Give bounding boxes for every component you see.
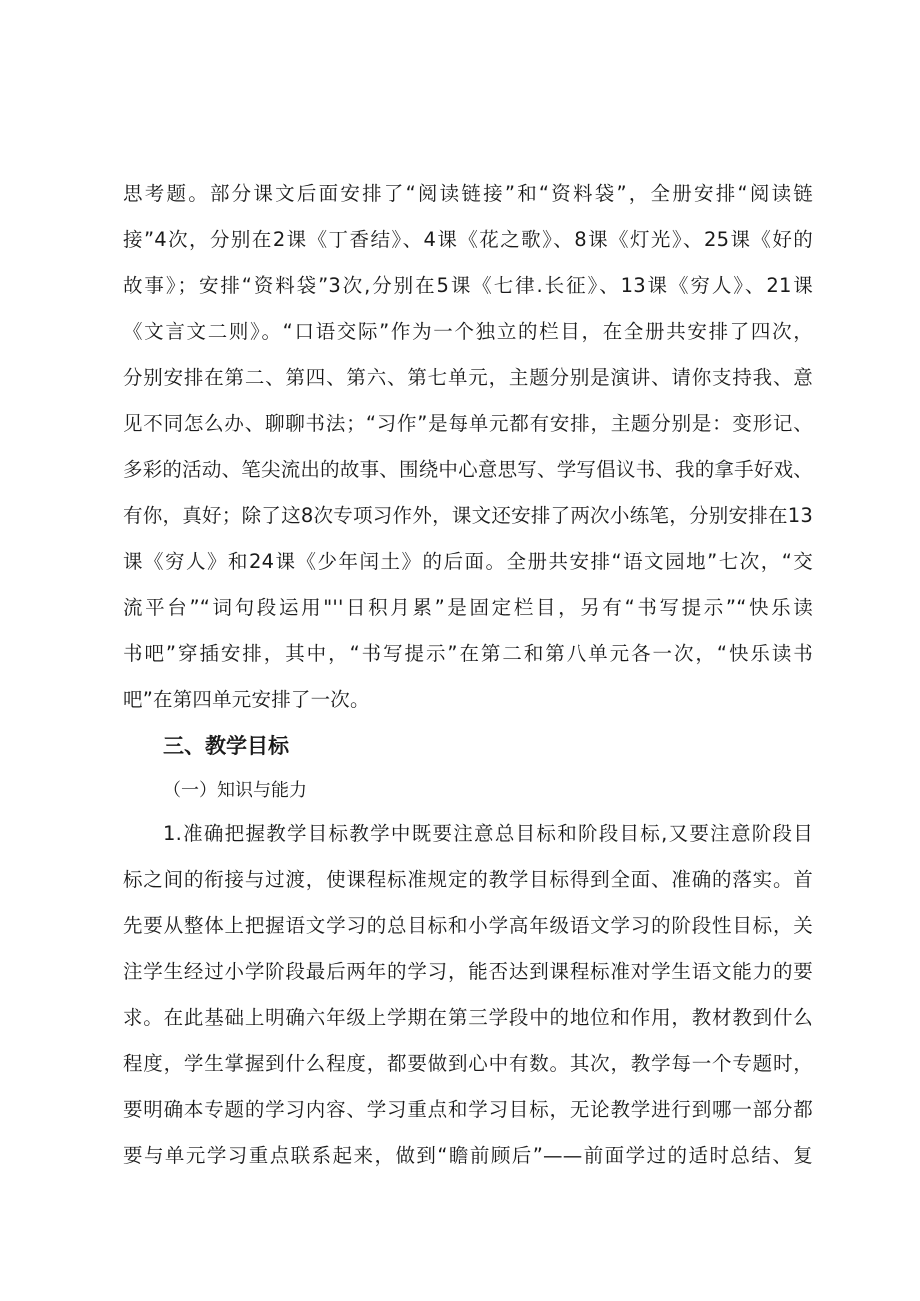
text-line: 要明确本专题的学习内容、学习重点和学习目标，无论教学进行到哪一部分都 [123, 1098, 813, 1121]
text-line: 接”4次，分别在2课《丁香结》、4课《花之歌》、8课《灯光》、25课《好的 [123, 228, 813, 251]
text-line: 流平台”“词句段运用"''日积月累”是固定栏目，另有“书写提示”“快乐读 [123, 596, 813, 619]
text-line: 《文言文二则》。“口语交际”作为一个独立的栏目，在全册共安排了四次， [123, 320, 813, 343]
text-line: 见不同怎么办、聊聊书法；“习作”是每单元都有安排，主题分别是：变形记、 [123, 412, 813, 435]
text-line: 故事》；安排“资料袋”3次,分别在5课《七律.长征》、13课《穷人》、21课 [123, 274, 813, 297]
text-line: 吧”在第四单元安排了一次。 [123, 688, 370, 711]
text-line: 标之间的衔接与过渡，使课程标准规定的教学目标得到全面、准确的落实。首 [123, 868, 813, 891]
text-line: 注学生经过小学阶段最后两年的学习，能否达到课程标准对学生语文能力的要 [123, 960, 813, 983]
text-line: 要与单元学习重点联系起来，做到“瞻前顾后”——前面学过的适时总结、复 [123, 1144, 813, 1167]
text-line: 思考题。部分课文后面安排了“阅读链接”和“资料袋”，全册安排“阅读链 [123, 182, 813, 205]
text-line: 1.准确把握教学目标教学中既要注意总目标和阶段目标,又要注意阶段目 [163, 822, 813, 845]
text-line: 求。在此基础上明确六年级上学期在第三学段中的地位和作用，教材教到什么 [123, 1006, 813, 1029]
text-line: 程度，学生掌握到什么程度，都要做到心中有数。其次，教学每一个专题时， [123, 1052, 813, 1075]
text-line: 课《穷人》和24课《少年闰土》的后面。全册共安排“语文园地”七次，“交 [123, 550, 813, 573]
text-line: 书吧”穿插安排，其中，“书写提示”在第二和第八单元各一次，“快乐读书 [123, 642, 813, 665]
section-heading: 三、教学目标 [163, 734, 289, 758]
sub-heading: （一）知识与能力 [163, 780, 307, 801]
text-line: 有你，真好；除了这8次专项习作外，课文还安排了两次小练笔，分别安排在13 [123, 504, 813, 527]
text-line: 先要从整体上把握语文学习的总目标和小学高年级语文学习的阶段性目标，关 [123, 914, 813, 937]
text-line: 分别安排在第二、第四、第六、第七单元，主题分别是演讲、请你支持我、意 [123, 366, 813, 389]
text-line: 多彩的活动、笔尖流出的故事、围绕中心意思写、学写倡议书、我的拿手好戏、 [123, 458, 813, 481]
